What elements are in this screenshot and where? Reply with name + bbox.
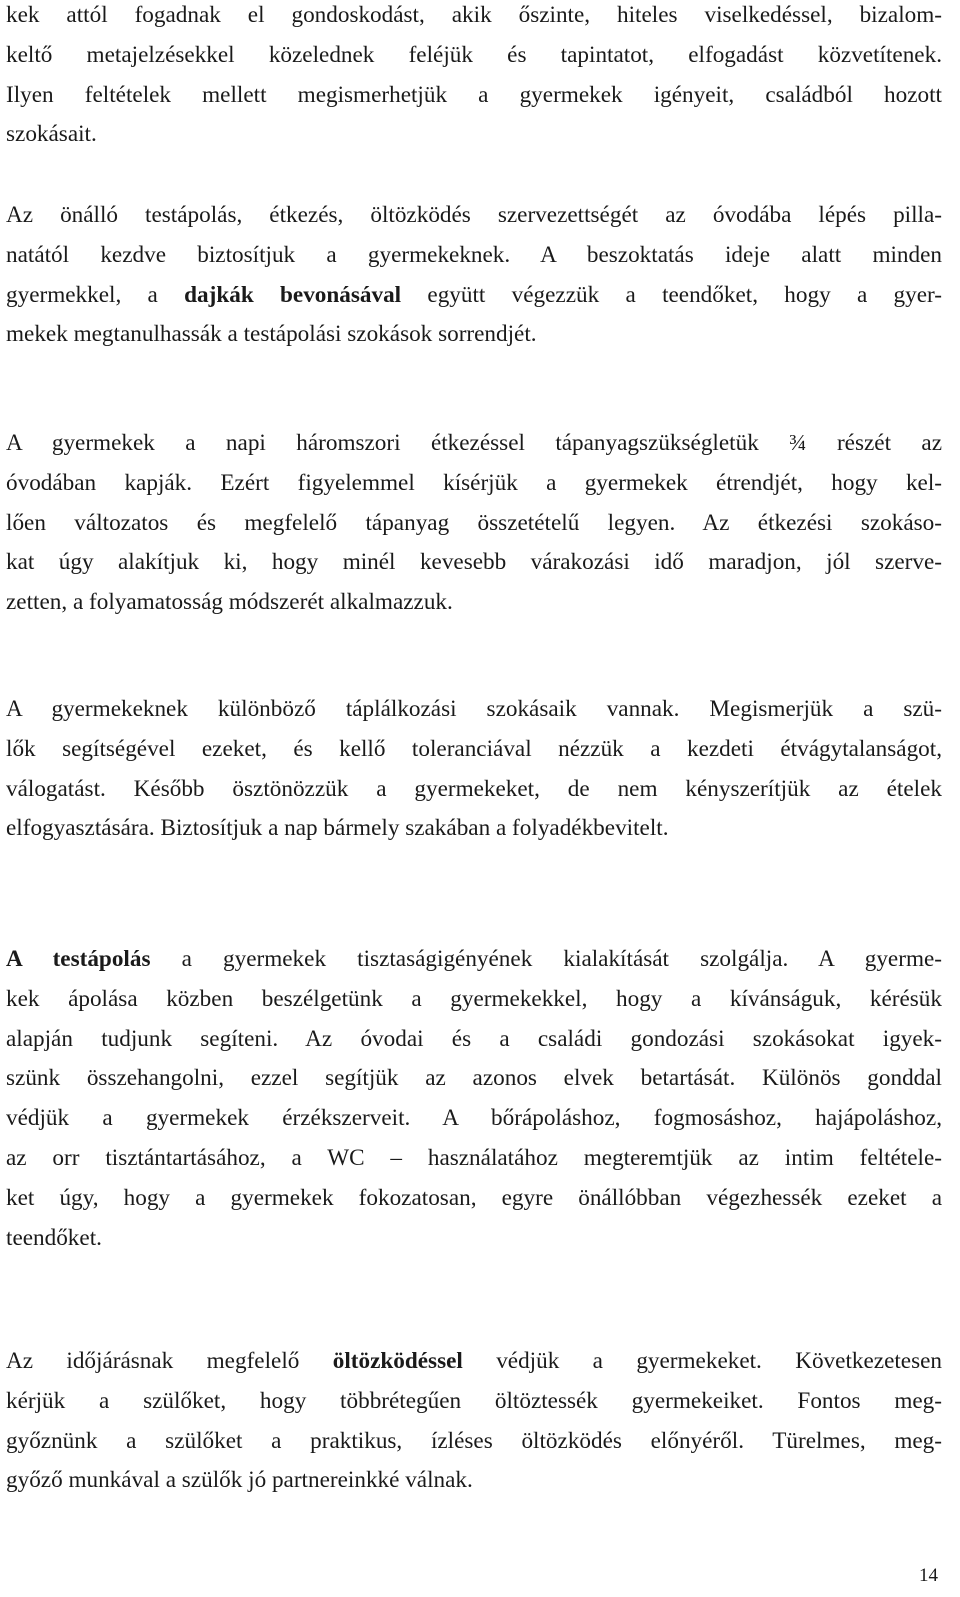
text-line: [6, 1386, 942, 1416]
text-line: [6, 984, 942, 1014]
text-run: teendőket.: [6, 1225, 102, 1251]
text-line: [6, 944, 942, 974]
text-line: [6, 1183, 942, 1213]
text-run: kek ápolása közben beszélgetünk a gyermekekkel, hogy a kívánságuk, kérésük: [6, 986, 942, 1012]
bold-phrase: A testápolás: [6, 946, 151, 972]
text-run: a gyermekek tisztaságigényének kialakítását szolgálja. A gyerme-: [150, 946, 942, 972]
text-run: Ilyen feltételek mellett megismerhetjük a gyermekek igényeit, családból hozott: [6, 82, 942, 108]
text-run: védjük a gyermekek érzékszerveit. A bőrápoláshoz, fogmosáshoz, hajápoláshoz,: [6, 1105, 942, 1131]
text-line: [6, 1426, 942, 1456]
text-line: [6, 240, 942, 270]
text-run: kérjük a szülőket, hogy többrétegűen öltöztessék gyermekeiket. Fontos meg-: [6, 1388, 942, 1414]
text-line: [6, 694, 942, 724]
text-line: [6, 40, 942, 70]
text-run: együtt végezzük a teendőket, hogy a gyer-: [401, 282, 942, 308]
text-run: kat úgy alakítjuk ki, hogy minél kevesebb várakozási idő maradjon, jól szerve-: [6, 549, 942, 575]
text-run: szünk összehangolni, ezzel segítjük az azonos elvek betartását. Különös gonddal: [6, 1065, 942, 1091]
text-line: [6, 200, 942, 230]
text-run: óvodában kapják. Ezért figyelemmel kísérjük a gyermekek étrendjét, hogy kel-: [6, 470, 942, 496]
page-number: 14: [919, 1565, 938, 1586]
text-run: A gyermekeknek különböző táplálkozási szokásaik vannak. Megismerjük a szü-: [6, 696, 942, 722]
text-run: védjük a gyermekeket. Következetesen: [462, 1348, 943, 1374]
text-run: keltő metajelzésekkel közelednek feléjük és tapintatot, elfogadást közvetítenek.: [6, 42, 942, 68]
text-run: lők segítségével ezeket, és kellő toleranciával nézzük a kezdeti étvágytalanságot,: [6, 736, 942, 762]
text-run: Az önálló testápolás, étkezés, öltözködés szervezettségét az óvodába lépés pilla-: [6, 202, 942, 228]
text-line: [6, 508, 942, 538]
text-line: [6, 1346, 942, 1376]
text-line: [6, 428, 942, 458]
text-line: [6, 774, 942, 804]
text-run: A gyermekek a napi háromszori étkezéssel tápanyagszükségletük ¾ részét az: [6, 430, 942, 456]
text-run: ket úgy, hogy a gyermekek fokozatosan, egyre önállóbban végezhessék ezeket a: [6, 1185, 942, 1211]
text-run: szokásait.: [6, 121, 97, 147]
text-run: mekek megtanulhassák a testápolási szokások sorrendjét.: [6, 321, 537, 347]
text-line: [6, 1223, 942, 1253]
bold-phrase: öltözködéssel: [332, 1348, 463, 1374]
text-line: [6, 280, 942, 310]
text-line: [6, 1465, 942, 1495]
text-run: gyermekkel, a: [6, 282, 185, 308]
text-line: [6, 80, 942, 110]
text-line: [6, 587, 942, 617]
text-line: [6, 547, 942, 577]
text-run: zetten, a folyamatosság módszerét alkalmazzuk.: [6, 589, 453, 615]
text-run: győző munkával a szülők jó partnereinkké válnak.: [6, 1467, 473, 1493]
text-line: [6, 119, 942, 149]
text-run: lően változatos és megfelelő tápanyag összetételű legyen. Az étkezési szokáso-: [6, 510, 942, 536]
text-run: győznünk a szülőket a praktikus, ízléses öltözködés előnyéről. Türelmes, meg-: [6, 1428, 942, 1454]
bold-phrase: dajkák bevonásával: [184, 282, 402, 308]
text-run: alapján tudjunk segíteni. Az óvodai és a családi gondozási szokásokat igyek-: [6, 1026, 942, 1052]
text-line: [6, 734, 942, 764]
text-line: [6, 0, 942, 30]
text-run: Az időjárásnak megfelelő: [6, 1348, 333, 1374]
text-line: [6, 813, 942, 843]
text-run: válogatást. Később ösztönözzük a gyermekeket, de nem kényszerítjük az ételek: [6, 776, 942, 802]
text-run: elfogyasztására. Biztosítjuk a nap bármely szakában a folyadékbevitelt.: [6, 815, 669, 841]
text-run: az orr tisztántartásához, a WC – használatához megteremtjük az intim feltétele-: [6, 1145, 942, 1171]
text-line: [6, 1063, 942, 1093]
text-line: [6, 319, 942, 349]
text-line: [6, 468, 942, 498]
text-line: [6, 1103, 942, 1133]
text-run: kek attól fogadnak el gondoskodást, akik őszinte, hiteles viselkedéssel, bizalom-: [6, 2, 942, 28]
text-line: [6, 1024, 942, 1054]
text-line: [6, 1143, 942, 1173]
text-run: natától kezdve biztosítjuk a gyermekeknek. A beszoktatás ideje alatt minden: [6, 242, 942, 268]
